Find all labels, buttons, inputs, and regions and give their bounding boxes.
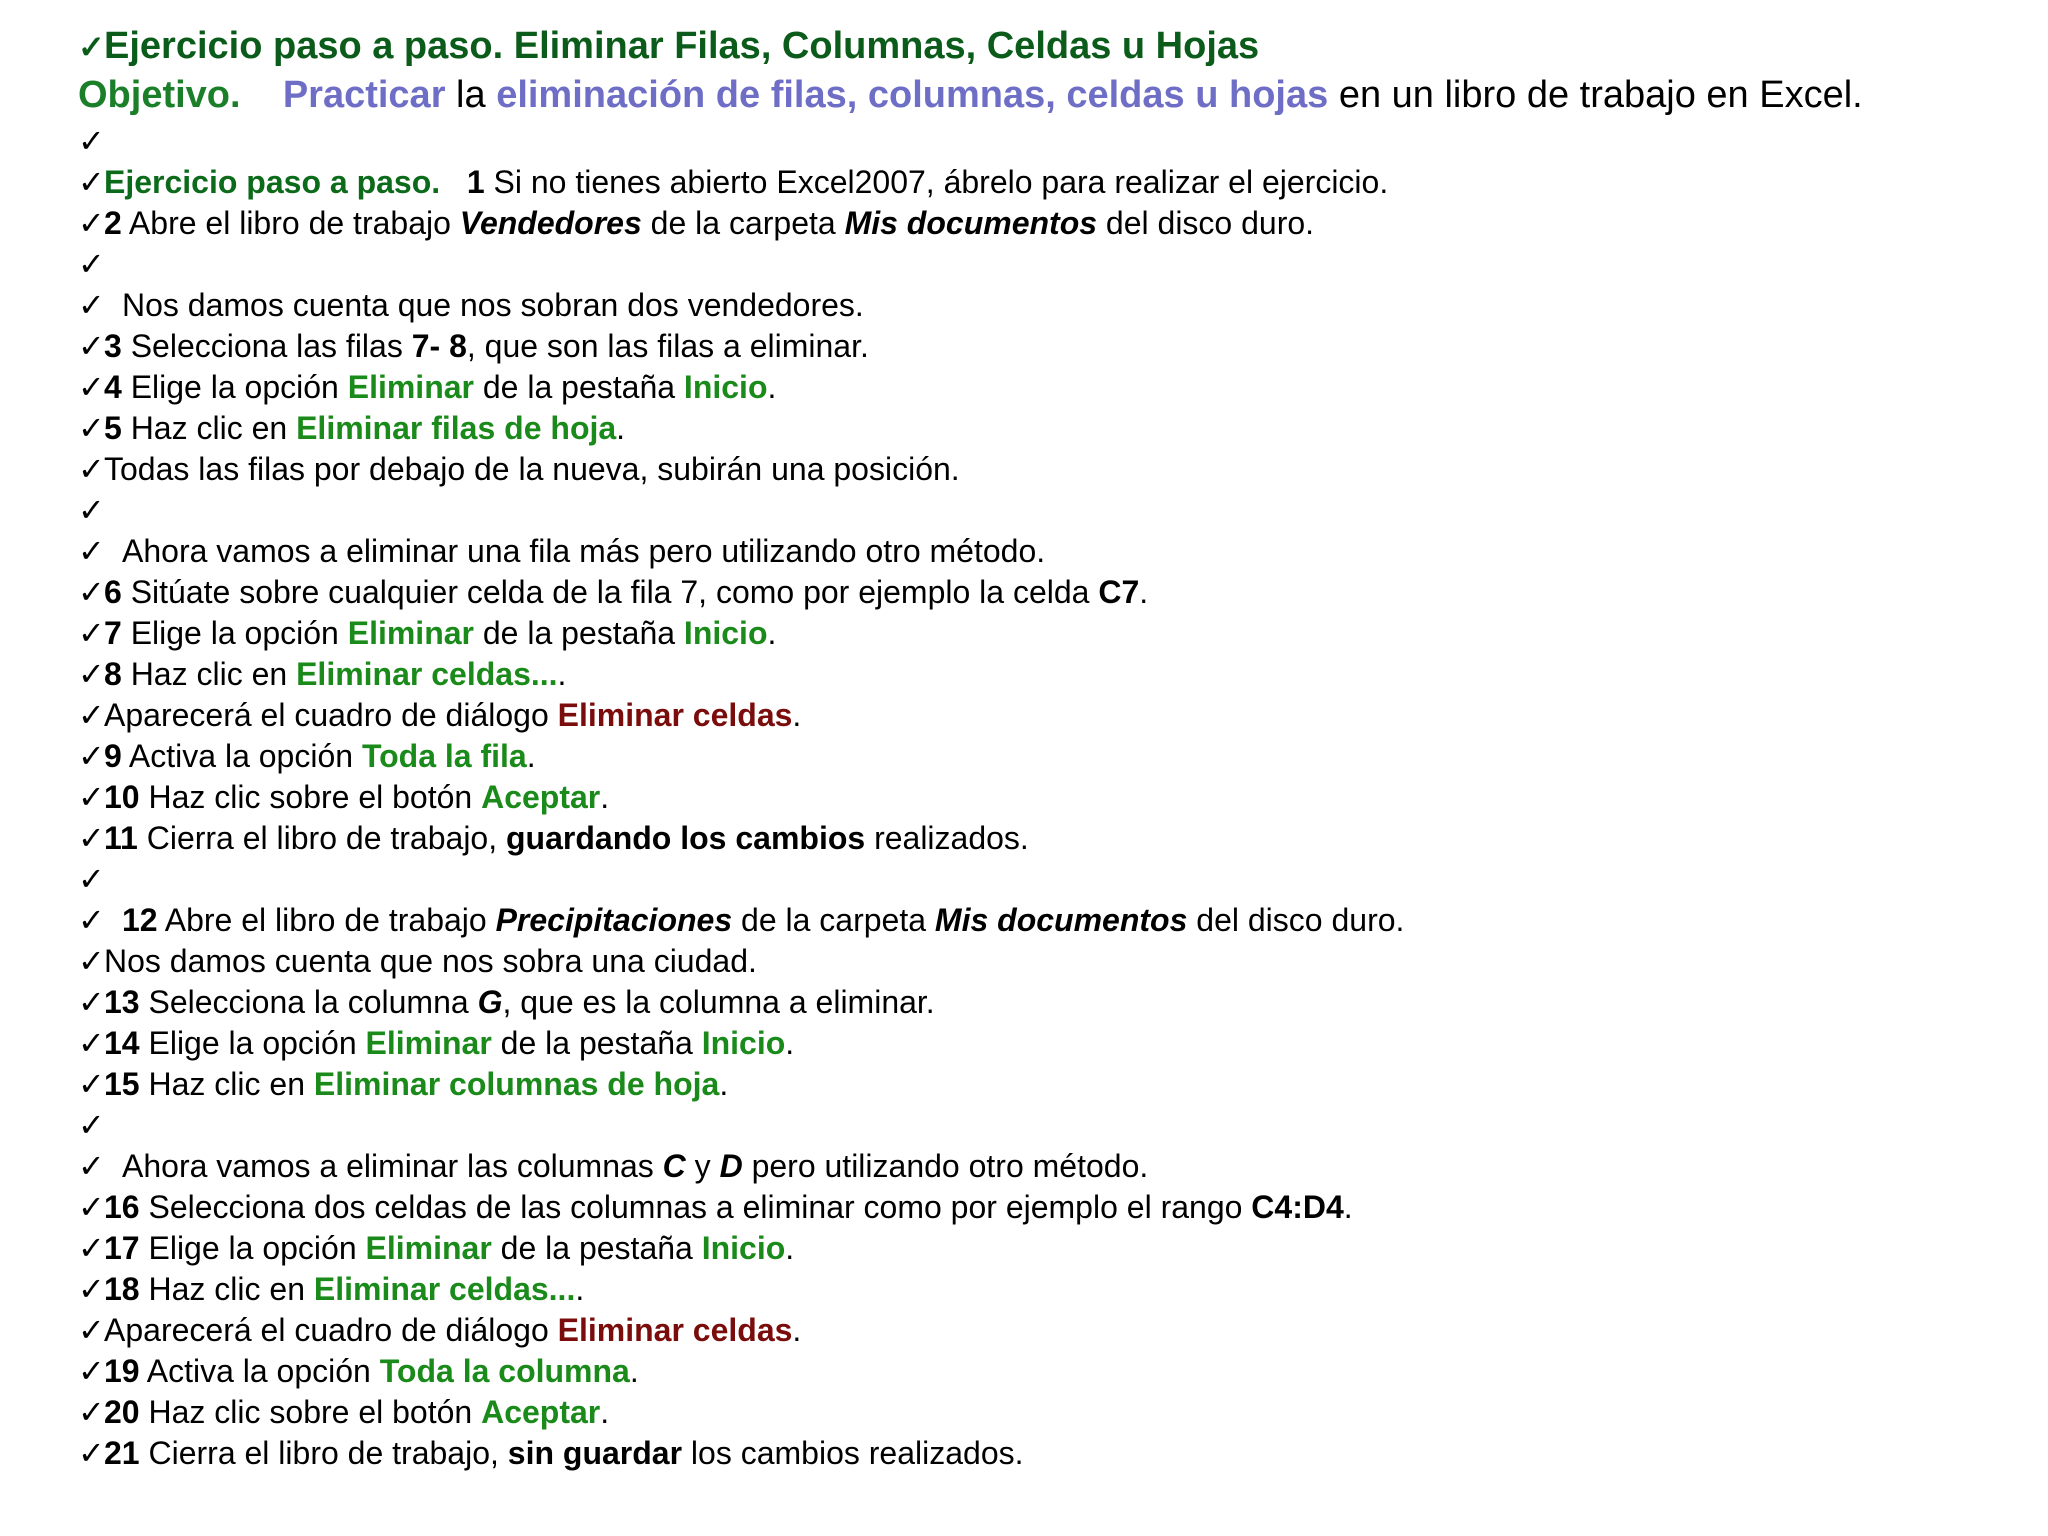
step-number: 10 xyxy=(104,779,140,815)
step-text: Abre el libro de trabajo xyxy=(128,205,451,241)
step-text: Nos damos cuenta que nos sobra una ciudad. xyxy=(104,943,757,979)
dialog-name: Eliminar celdas xyxy=(557,1312,793,1348)
check-icon: ✓ xyxy=(78,1107,105,1143)
step-text: , que son las filas a eliminar. xyxy=(466,328,869,364)
step-text: de la carpeta xyxy=(650,205,836,241)
step-line xyxy=(78,203,1988,244)
tab-name: Inicio xyxy=(683,615,768,651)
step-line xyxy=(78,1228,1988,1269)
command-name: Eliminar filas de hoja xyxy=(296,410,617,446)
step-number: 6 xyxy=(104,574,122,610)
step-number: 8 xyxy=(104,656,122,692)
step-number: 2 xyxy=(104,205,122,241)
command-name: Eliminar xyxy=(365,1025,492,1061)
button-name: Aceptar xyxy=(481,779,601,815)
check-icon: ✓ xyxy=(78,1066,105,1102)
check-icon: ✓ xyxy=(78,164,105,200)
objective-article: la xyxy=(456,74,486,116)
step-line xyxy=(78,1146,1988,1187)
step-text: Elige la opción xyxy=(130,369,339,405)
step-text: . xyxy=(785,1025,795,1061)
step-line xyxy=(78,1433,1988,1474)
check-icon: ✓ xyxy=(78,451,105,487)
dialog-name: Eliminar celdas xyxy=(557,697,793,733)
step-line xyxy=(78,162,1988,203)
check-icon: ✓ xyxy=(78,1312,105,1348)
step-number: 17 xyxy=(104,1230,140,1266)
tab-name: Inicio xyxy=(701,1230,786,1266)
check-icon: ✓ xyxy=(78,574,105,610)
step-number: 18 xyxy=(104,1271,140,1307)
step-line xyxy=(78,408,1988,449)
step-number: 5 xyxy=(104,410,122,446)
step-text: Haz clic en xyxy=(148,1271,305,1307)
step-line xyxy=(78,1187,1988,1228)
step-text: . xyxy=(1343,1189,1353,1225)
column-reference: D xyxy=(719,1148,743,1184)
step-text: , que es la columna a eliminar. xyxy=(502,984,935,1020)
step-text: Aparecerá el cuadro de diálogo xyxy=(104,1312,549,1348)
check-icon: ✓ xyxy=(78,410,105,446)
step-text: . xyxy=(792,1312,802,1348)
command-name: Eliminar xyxy=(347,615,474,651)
step-number: 12 xyxy=(122,902,158,938)
check-icon: ✓ xyxy=(78,205,105,241)
step-text: . xyxy=(792,697,802,733)
emphasis-text: sin guardar xyxy=(507,1435,683,1471)
step-line xyxy=(78,1310,1988,1351)
step-text: Todas las filas por debajo de la nueva, subirán una posición. xyxy=(104,451,960,487)
step-text: . xyxy=(1139,574,1149,610)
step-text: Ahora vamos a eliminar las columnas xyxy=(122,1148,654,1184)
step-text: . xyxy=(526,738,536,774)
step-text: realizados. xyxy=(874,820,1029,856)
title-text: Ejercicio paso a paso. Eliminar Filas, Columnas, Celdas u Hojas xyxy=(104,25,1260,67)
check-icon: ✓ xyxy=(78,246,105,282)
check-icon: ✓ xyxy=(78,820,105,856)
command-name: Eliminar xyxy=(365,1230,492,1266)
step-line xyxy=(78,1392,1988,1433)
step-line xyxy=(78,900,1988,941)
button-name: Aceptar xyxy=(481,1394,601,1430)
step-text: pero utilizando otro método. xyxy=(751,1148,1149,1184)
step-text: . xyxy=(616,410,626,446)
exercise-title xyxy=(78,22,1988,71)
step-number: 19 xyxy=(104,1353,140,1389)
check-icon: ✓ xyxy=(78,1394,105,1430)
step-text: Elige la opción xyxy=(148,1025,357,1061)
check-icon: ✓ xyxy=(78,328,105,364)
step-line xyxy=(78,1269,1988,1310)
step-number: 4 xyxy=(104,369,122,405)
step-line xyxy=(78,572,1988,613)
step-text: del disco duro. xyxy=(1196,902,1405,938)
tab-name: Inicio xyxy=(683,369,768,405)
emphasis-text: guardando los cambios xyxy=(506,820,866,856)
check-icon: ✓ xyxy=(78,287,105,323)
step-line xyxy=(78,449,1988,490)
step-text: Cierra el libro de trabajo, xyxy=(146,820,498,856)
step-number: 13 xyxy=(104,984,140,1020)
check-icon: ✓ xyxy=(78,492,105,528)
step-text: de la carpeta xyxy=(741,902,927,938)
blank-line xyxy=(78,859,1988,900)
step-text: . xyxy=(767,615,777,651)
step-text: Abre el libro de trabajo xyxy=(164,902,487,938)
step-number: 20 xyxy=(104,1394,140,1430)
option-name: Toda la fila xyxy=(361,738,527,774)
check-icon: ✓ xyxy=(78,656,105,692)
step-number: 16 xyxy=(104,1189,140,1225)
step-number: 7 xyxy=(104,615,122,651)
column-reference: C xyxy=(662,1148,686,1184)
step-line xyxy=(78,367,1988,408)
check-icon: ✓ xyxy=(78,1271,105,1307)
step-text: Sitúate sobre cualquier celda de la fila 7, como por ejemplo la celda xyxy=(130,574,1090,610)
step-text: Activa la opción xyxy=(128,738,354,774)
step-text: Selecciona las filas xyxy=(130,328,403,364)
step-text: Aparecerá el cuadro de diálogo xyxy=(104,697,549,733)
step-line xyxy=(78,1023,1988,1064)
step-text: de la pestaña xyxy=(500,1230,693,1266)
check-icon: ✓ xyxy=(78,369,105,405)
step-text: . xyxy=(785,1230,795,1266)
step-line xyxy=(78,982,1988,1023)
file-name: Precipitaciones xyxy=(495,902,733,938)
step-line xyxy=(78,736,1988,777)
step-text: de la pestaña xyxy=(500,1025,693,1061)
option-name: Toda la columna xyxy=(379,1353,630,1389)
check-icon: ✓ xyxy=(78,1435,105,1471)
step-text: Activa la opción xyxy=(146,1353,371,1389)
command-name: Eliminar celdas... xyxy=(296,656,558,692)
step-number: 14 xyxy=(104,1025,140,1061)
blank-line xyxy=(78,490,1988,531)
objective-highlight: eliminación de filas, columnas, celdas u hojas xyxy=(496,74,1329,116)
step-number: 9 xyxy=(104,738,122,774)
check-icon: ✓ xyxy=(78,1025,105,1061)
step-line xyxy=(78,654,1988,695)
check-icon: ✓ xyxy=(78,1148,105,1184)
step-text: Haz clic sobre el botón xyxy=(148,779,473,815)
step-text: Cierra el libro de trabajo, xyxy=(148,1435,499,1471)
check-icon: ✓ xyxy=(78,902,105,938)
step-text: Ahora vamos a eliminar una fila más pero utilizando otro método. xyxy=(122,533,1046,569)
check-icon: ✓ xyxy=(78,533,105,569)
step-line xyxy=(78,695,1988,736)
step-text: . xyxy=(575,1271,585,1307)
step-line xyxy=(78,531,1988,572)
check-icon: ✓ xyxy=(78,943,105,979)
step-text: . xyxy=(600,1394,610,1430)
step-number: 1 xyxy=(466,164,485,200)
objective-label: Objetivo. xyxy=(78,74,241,116)
check-icon: ✓ xyxy=(78,861,105,897)
check-icon: ✓ xyxy=(78,738,105,774)
step-text: de la pestaña xyxy=(482,615,676,651)
check-icon: ✓ xyxy=(78,123,105,159)
step-text: Selecciona la columna xyxy=(148,984,469,1020)
file-name: Vendedores xyxy=(459,205,642,241)
step-number: 21 xyxy=(104,1435,140,1471)
step-text: Haz clic en xyxy=(130,410,288,446)
column-reference: G xyxy=(477,984,503,1020)
objective-verb: Practicar xyxy=(282,74,446,116)
step-line xyxy=(78,1351,1988,1392)
step-line xyxy=(78,1064,1988,1105)
check-icon: ✓ xyxy=(78,697,105,733)
step-text: y xyxy=(694,1148,711,1184)
command-name: Eliminar celdas... xyxy=(313,1271,576,1307)
step-line xyxy=(78,285,1988,326)
step-text: . xyxy=(719,1066,729,1102)
check-icon: ✓ xyxy=(78,1353,105,1389)
step-text: . xyxy=(767,369,777,405)
check-icon: ✓ xyxy=(78,1189,105,1225)
step-number: 15 xyxy=(104,1066,140,1102)
check-icon: ✓ xyxy=(78,984,105,1020)
step-line xyxy=(78,777,1988,818)
step-line xyxy=(78,941,1988,982)
command-name: Eliminar columnas de hoja xyxy=(313,1066,720,1102)
objective-rest: en un libro de trabajo en Excel. xyxy=(1338,74,1863,116)
step-text: Haz clic sobre el botón xyxy=(148,1394,473,1430)
step-text: del disco duro. xyxy=(1105,205,1315,241)
check-icon: ✓ xyxy=(78,1230,105,1266)
objective-paragraph xyxy=(78,71,1918,119)
row-range: 7- 8 xyxy=(411,328,467,364)
step-number: 3 xyxy=(104,328,122,364)
blank-line xyxy=(78,244,1988,285)
step-line xyxy=(78,613,1988,654)
check-icon: ✓ xyxy=(78,779,105,815)
step-text: los cambios realizados. xyxy=(690,1435,1024,1471)
step-number: 11 xyxy=(104,820,138,856)
folder-name: Mis documentos xyxy=(844,205,1098,241)
folder-name: Mis documentos xyxy=(934,902,1188,938)
command-name: Eliminar xyxy=(347,369,474,405)
step-text: Si no tienes abierto Excel2007, ábrelo para realizar el ejercicio. xyxy=(493,164,1389,200)
step-line xyxy=(78,326,1988,367)
step-text: . xyxy=(557,656,567,692)
step-heading: Ejercicio paso a paso. xyxy=(104,164,441,200)
step-text: Haz clic en xyxy=(148,1066,305,1102)
check-icon: ✓ xyxy=(78,29,105,65)
range-reference: C4:D4 xyxy=(1251,1189,1344,1225)
step-text: . xyxy=(600,779,610,815)
step-text: de la pestaña xyxy=(482,369,676,405)
step-line xyxy=(78,818,1988,859)
tab-name: Inicio xyxy=(701,1025,786,1061)
step-text: Elige la opción xyxy=(148,1230,357,1266)
cell-reference: C7 xyxy=(1098,574,1140,610)
blank-line xyxy=(78,1105,1988,1146)
step-text: . xyxy=(629,1353,639,1389)
step-text: Elige la opción xyxy=(130,615,339,651)
step-text: Selecciona dos celdas de las columnas a eliminar como por ejemplo el rango xyxy=(148,1189,1243,1225)
step-text: Haz clic en xyxy=(130,656,288,692)
step-text: Nos damos cuenta que nos sobran dos vendedores. xyxy=(122,287,864,323)
blank-line xyxy=(78,121,1988,162)
check-icon: ✓ xyxy=(78,615,105,651)
